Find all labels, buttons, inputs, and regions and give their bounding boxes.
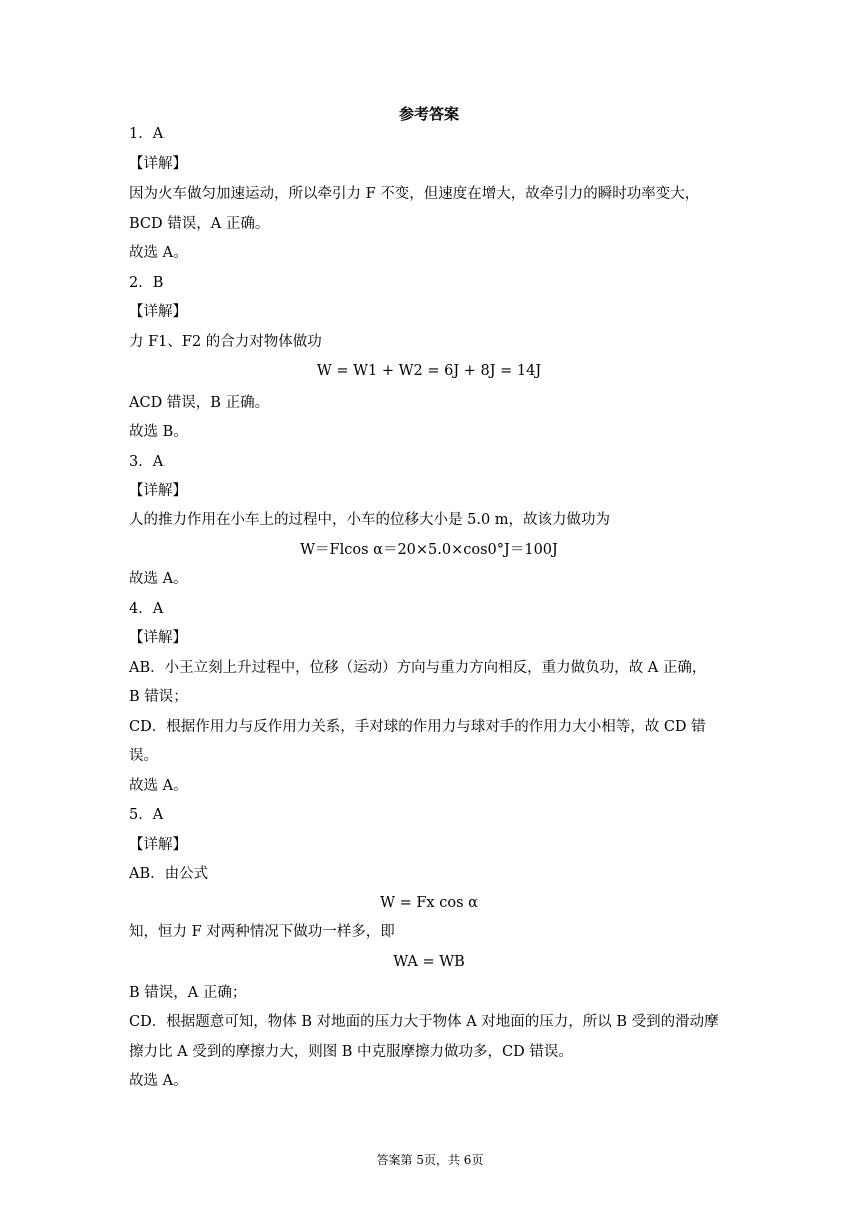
answer-5-line: 知，恒力 F 对两种情况下做功一样多，即	[129, 924, 395, 940]
answer-5-label: 【详解】	[129, 837, 187, 853]
answer-1-number: 1．A	[129, 126, 164, 142]
answer-3-line: 故选 A。	[129, 571, 188, 587]
answer-4-number: 4．A	[129, 601, 164, 617]
answer-3-equation: W＝Flcos α＝20×5.0×cos0°J＝100J	[300, 542, 558, 558]
answer-3-number: 3．A	[129, 454, 164, 470]
answer-5-line: CD．根据题意可知，物体 B 对地面的压力大于物体 A 对地面的压力，所以 B 受到的滑动摩	[129, 1014, 719, 1030]
answer-2-number: 2．B	[129, 275, 164, 291]
answer-4-line: CD．根据作用力与反作用力关系，手对球的作用力与球对手的作用力大小相等，故 CD 错	[129, 719, 706, 735]
answer-4-label: 【详解】	[129, 630, 187, 646]
answer-5-line: B 错误，A 正确；	[129, 985, 247, 1001]
answer-4-line: AB．小王立刻上升过程中，位移（运动）方向与重力方向相反，重力做负功，故 A 正确，	[129, 660, 707, 676]
answer-4-line: B 错误；	[129, 689, 188, 705]
answer-3-label: 【详解】	[129, 483, 187, 499]
answer-1-line: 因为火车做匀加速运动，所以牵引力 F 不变，但速度在增大，故牵引力的瞬时功率变大，	[129, 186, 700, 202]
answer-1-line: 故选 A。	[129, 245, 188, 261]
answer-1-label: 【详解】	[129, 156, 187, 172]
answer-2-line: ACD 错误，B 正确。	[129, 395, 270, 411]
answer-5-equation: W = Fx cos α	[380, 895, 478, 911]
answer-5-line: AB．由公式	[129, 866, 209, 882]
answer-4-line: 故选 A。	[129, 778, 188, 794]
answer-2-equation: W = W1 + W2 = 6J + 8J = 14J	[316, 363, 542, 379]
answer-5-number: 5．A	[129, 807, 164, 823]
page-title: 参考答案	[398, 105, 459, 123]
answer-2-line: 故选 B。	[129, 424, 188, 440]
answer-4-line: 误。	[129, 748, 158, 764]
answer-5-line: 故选 A。	[129, 1073, 188, 1089]
page-footer: 答案第 5页，共 6页	[376, 1153, 484, 1167]
answer-2-label: 【详解】	[129, 304, 187, 320]
answer-2-line: 力 F1、F2 的合力对物体做功	[129, 334, 322, 350]
answer-3-line: 人的推力作用在小车上的过程中，小车的位移大小是 5.0 m，故该力做功为	[129, 512, 611, 528]
answer-1-line: BCD 错误，A 正确。	[129, 216, 270, 232]
answer-5-line: 擦力比 A 受到的摩擦力大，则图 B 中克服摩擦力做功多，CD 错误。	[129, 1044, 573, 1060]
answer-5-equation: WA = WB	[393, 954, 465, 970]
